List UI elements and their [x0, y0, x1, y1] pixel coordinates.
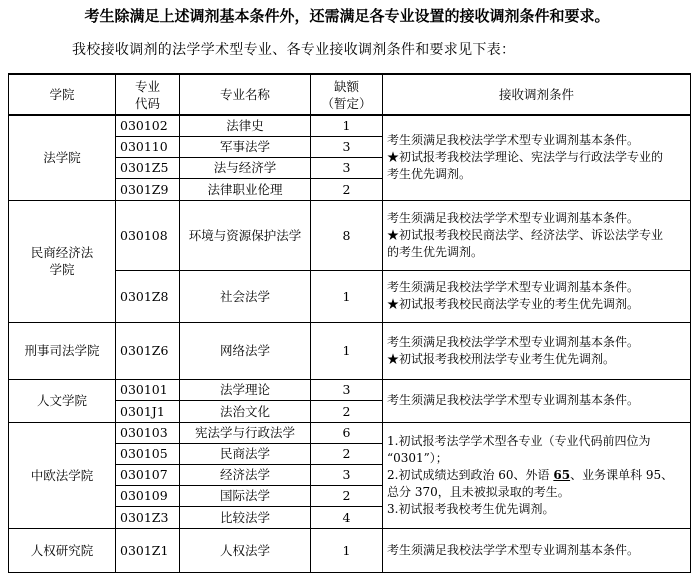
code-cell: 030101	[116, 379, 180, 400]
code-cell: 0301Z5	[116, 157, 180, 178]
quota-cell: 6	[311, 422, 383, 443]
condition-line: 的考生优先调剂。	[387, 244, 484, 259]
condition-line: 考生须满足我校法学学术型专业调剂基本条件。	[387, 334, 640, 349]
quota-cell: 4	[311, 506, 383, 528]
table-row	[9, 528, 691, 572]
table-row	[9, 422, 691, 443]
conditions-cell	[383, 528, 691, 572]
header-quota-line1: 缺额	[333, 78, 359, 94]
name-cell: 人权法学	[180, 528, 311, 572]
college-line2: 学院	[49, 262, 75, 277]
name-cell: 社会法学	[180, 270, 311, 322]
header-code-line2: 代码	[134, 95, 160, 111]
college-cell: 人文学院	[9, 379, 116, 422]
condition-line: 考生优先调剂。	[387, 167, 472, 182]
quota-cell: 3	[311, 157, 383, 178]
table-row	[9, 200, 691, 270]
header-code-line1: 专业	[134, 78, 160, 94]
header-name: 专业名称	[180, 74, 311, 115]
condition-line	[387, 467, 686, 484]
name-cell: 宪法学与行政法学	[180, 422, 311, 443]
highlighted-score: 65	[553, 467, 571, 482]
code-cell: 0301Z6	[116, 322, 180, 379]
condition-line: 考生须满足我校法学学术型专业调剂基本条件。	[387, 542, 640, 557]
condition-line: 总分 370，且未被拟录取的考生。	[387, 484, 570, 499]
intro-text: 我校接收调剂的法学学术型专业、各专业接收调剂条件和要求见下表：	[72, 42, 516, 58]
quota-cell: 2	[311, 485, 383, 506]
name-cell: 国际法学	[180, 485, 311, 506]
conditions-cell	[383, 422, 691, 528]
adjustment-table	[8, 73, 691, 573]
code-cell: 030102	[116, 115, 180, 136]
page-heading: 考生除满足上述调剂基本条件外，还需满足各专业设置的接收调剂条件和要求。	[84, 7, 610, 25]
quota-cell: 3	[311, 464, 383, 485]
quota-cell: 2	[311, 400, 383, 422]
header-conditions: 接收调剂条件	[383, 74, 691, 115]
quota-cell: 3	[311, 379, 383, 400]
code-cell: 0301J1	[116, 400, 180, 422]
conditions-cell	[383, 115, 691, 200]
condition-line: ★初试报考我校刑法学专业考生优先调剂。	[387, 351, 616, 366]
conditions-cell	[383, 200, 691, 270]
code-cell: 0301Z9	[116, 178, 180, 200]
college-line1: 民商经济法	[30, 245, 94, 260]
name-cell: 比较法学	[180, 506, 311, 528]
condition-text: 2.初试成绩达到政治 60、外语	[387, 467, 554, 482]
name-cell: 网络法学	[180, 322, 311, 379]
quota-cell: 1	[311, 270, 383, 322]
header-code	[116, 74, 180, 115]
conditions-cell	[383, 270, 691, 322]
conditions-cell	[383, 322, 691, 379]
header-college: 学院	[9, 74, 116, 115]
quota-cell: 1	[311, 322, 383, 379]
college-cell: 人权研究院	[9, 528, 116, 572]
college-cell	[9, 200, 116, 322]
name-cell: 法与经济学	[180, 157, 311, 178]
college-cell: 中欧法学院	[9, 422, 116, 528]
table-row	[9, 322, 691, 379]
condition-line: 1.初试报考法学学术型各专业（专业代码前四位为	[387, 433, 651, 448]
condition-line: 考生须满足我校法学学术型专业调剂基本条件。	[387, 393, 640, 407]
name-cell: 法律职业伦理	[180, 178, 311, 200]
quota-cell: 8	[311, 200, 383, 270]
code-cell: 0301Z8	[116, 270, 180, 322]
quota-cell: 1	[311, 528, 383, 572]
code-cell: 0301Z3	[116, 506, 180, 528]
quota-cell: 1	[311, 115, 383, 136]
condition-line: 考生须满足我校法学学术型专业调剂基本条件。	[387, 210, 640, 225]
college-cell: 法学院	[9, 115, 116, 200]
name-cell: 法学理论	[180, 379, 311, 400]
college-cell: 刑事司法学院	[9, 322, 116, 379]
name-cell: 军事法学	[180, 136, 311, 157]
quota-cell: 2	[311, 443, 383, 464]
condition-line: ★初试报考我校民商法学、经济法学、诉讼法学专业	[387, 227, 664, 242]
code-cell: 030105	[116, 443, 180, 464]
conditions-cell	[383, 379, 691, 422]
header-quota	[311, 74, 383, 115]
name-cell: 环境与资源保护法学	[180, 200, 311, 270]
header-quota-line2: （暂定）	[321, 95, 372, 111]
code-cell: 030107	[116, 464, 180, 485]
condition-line: ★初试报考我校民商法学专业的考生优先调剂。	[387, 297, 640, 311]
quota-cell: 3	[311, 136, 383, 157]
code-cell: 030108	[116, 200, 180, 270]
name-cell: 法治文化	[180, 400, 311, 422]
condition-line: ★初试报考我校法学理论、宪法学与行政法学专业的	[387, 150, 664, 165]
condition-line: 3.初试报考我校考生优先调剂。	[387, 501, 555, 516]
code-cell: 030103	[116, 422, 180, 443]
table-row	[9, 115, 691, 136]
condition-line: 考生须满足我校法学学术型专业调剂基本条件。	[387, 133, 640, 148]
condition-line: “0301”）；	[387, 450, 448, 465]
condition-text: 、业务课单科 95、	[570, 467, 674, 482]
code-cell: 030110	[116, 136, 180, 157]
name-cell: 经济法学	[180, 464, 311, 485]
name-cell: 法律史	[180, 115, 311, 136]
condition-line: 考生须满足我校法学学术型专业调剂基本条件。	[387, 280, 640, 294]
table-row	[9, 379, 691, 400]
table-header-row	[9, 74, 691, 115]
quota-cell: 2	[311, 178, 383, 200]
name-cell: 民商法学	[180, 443, 311, 464]
code-cell: 030109	[116, 485, 180, 506]
code-cell: 0301Z1	[116, 528, 180, 572]
